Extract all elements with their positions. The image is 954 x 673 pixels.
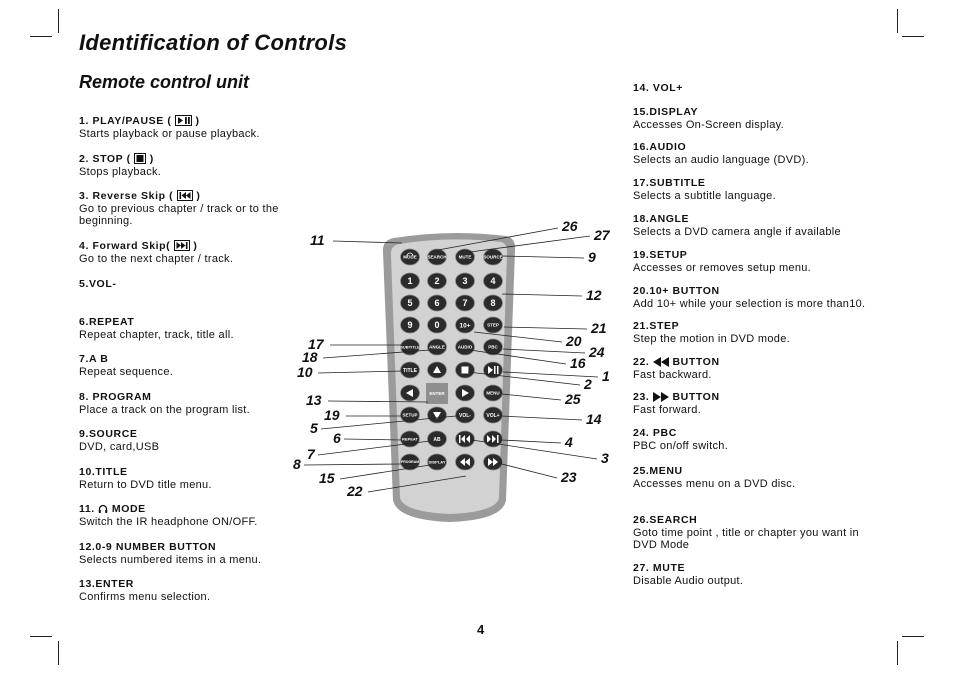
control-entry-description: Starts playback or pause playback. bbox=[79, 127, 260, 140]
control-entry-description: Place a track on the program list. bbox=[79, 403, 250, 416]
callout-number: 7 bbox=[307, 446, 315, 462]
callout-number: 13 bbox=[306, 392, 322, 408]
callout-line bbox=[304, 464, 401, 465]
callout-number: 16 bbox=[570, 355, 586, 371]
entry-title-text: 26.SEARCH bbox=[633, 514, 698, 526]
page-title: Identification of Controls bbox=[79, 30, 348, 55]
callout-number: 19 bbox=[324, 407, 340, 423]
control-entry-description: Repeat chapter, track, title all. bbox=[79, 328, 234, 341]
entry-title-text: 4. Forward Skip( bbox=[79, 240, 171, 252]
button-label: 7 bbox=[462, 298, 468, 309]
entry-title-text: 11. bbox=[79, 503, 95, 515]
entry-title-suffix: ) bbox=[196, 190, 201, 202]
callout-number: 10 bbox=[297, 364, 313, 380]
control-entry-description: Go to the next chapter / track. bbox=[79, 252, 234, 265]
control-entry-description: DVD, card,USB bbox=[79, 440, 160, 453]
callout-number: 15 bbox=[319, 470, 335, 486]
button-label: DISPLAY bbox=[428, 459, 446, 465]
control-entry-description: Disable Audio output. bbox=[633, 574, 744, 587]
callout-number: 11 bbox=[310, 232, 325, 248]
entry-title-text: 1. PLAY/PAUSE ( bbox=[79, 115, 172, 127]
button-label: MENU bbox=[486, 390, 500, 396]
button-label: VOL+ bbox=[486, 412, 500, 419]
callout-line bbox=[502, 440, 561, 443]
entry-title-text: 15.DISPLAY bbox=[633, 106, 699, 118]
button-label: PBC bbox=[488, 344, 498, 350]
control-entry-description: Confirms menu selection. bbox=[79, 590, 211, 603]
control-entry-description: Selects a subtitle language. bbox=[633, 189, 776, 202]
control-entry-description: Accesses On-Screen display. bbox=[633, 118, 784, 131]
entry-title-text: 22. bbox=[633, 356, 650, 368]
button-label: ANGLE bbox=[429, 344, 445, 350]
control-entry-description: Switch the IR headphone ON/OFF. bbox=[79, 515, 258, 528]
control-entry-description: Step the motion in DVD mode. bbox=[633, 332, 790, 345]
callout-number: 27 bbox=[594, 227, 610, 243]
control-entry-description: Selects an audio language (DVD). bbox=[633, 153, 809, 166]
entry-title-text: 21.STEP bbox=[633, 320, 680, 332]
entry-title-suffix: ) bbox=[149, 153, 154, 165]
button-label: 5 bbox=[407, 298, 413, 309]
entry-title-text: 24. PBC bbox=[633, 427, 677, 439]
callout-number: 26 bbox=[562, 218, 578, 234]
entry-title-text: 18.ANGLE bbox=[633, 213, 690, 225]
callout-number: 18 bbox=[302, 349, 318, 365]
button-label: MUTE bbox=[458, 254, 472, 260]
entry-title-suffix: BUTTON bbox=[672, 356, 720, 368]
control-entry-description: Accesses or removes setup menu. bbox=[633, 261, 812, 274]
callout-line bbox=[503, 349, 585, 353]
control-entry-description: Add 10+ while your selection is more than10. bbox=[633, 297, 866, 310]
callout-number: 8 bbox=[293, 456, 301, 472]
button-label: TITLE bbox=[403, 367, 417, 374]
entry-title-text: 25.MENU bbox=[633, 465, 683, 477]
callout-number: 20 bbox=[566, 333, 582, 349]
entry-title-text: 17.SUBTITLE bbox=[633, 177, 706, 189]
entry-title-text: 19.SETUP bbox=[633, 249, 688, 261]
callout-line bbox=[502, 394, 561, 400]
callout-number: 6 bbox=[333, 430, 341, 446]
stop-icon bbox=[462, 367, 469, 374]
page-subtitle: Remote control unit bbox=[79, 72, 249, 92]
entry-title-text: 7.A B bbox=[79, 353, 109, 365]
button-label: 2 bbox=[434, 276, 440, 287]
entry-title-text: 8. PROGRAM bbox=[79, 391, 152, 403]
control-entry-description: Goto time point , title or chapter you want in DVD Mode bbox=[633, 526, 859, 551]
button-label: AB bbox=[433, 436, 441, 443]
button-label: 1 bbox=[407, 276, 413, 287]
control-entry-description: Return to DVD title menu. bbox=[79, 478, 212, 491]
entry-title-text: 27. MUTE bbox=[633, 562, 686, 574]
entry-title-text: 5.VOL- bbox=[79, 278, 117, 290]
button-label: PROGRAM bbox=[400, 460, 420, 465]
button-label: MODE bbox=[403, 254, 417, 260]
callout-number: 21 bbox=[591, 320, 607, 336]
button-label: 10+ bbox=[459, 322, 471, 330]
button-label: 0 bbox=[434, 320, 440, 331]
button-label: SOURCE bbox=[483, 254, 503, 260]
button-label: SEARCH bbox=[427, 254, 447, 260]
callout-number: 1 bbox=[602, 368, 610, 384]
control-entry-description: Accesses menu on a DVD disc. bbox=[633, 477, 796, 490]
control-entry-description: Repeat sequence. bbox=[79, 365, 174, 378]
entry-title-text: 16.AUDIO bbox=[633, 141, 687, 153]
entry-title-text: 9.SOURCE bbox=[79, 428, 138, 440]
callout-number: 22 bbox=[347, 483, 363, 499]
control-entry-description: Selects numbered items in a menu. bbox=[79, 553, 262, 566]
callout-number: 5 bbox=[310, 420, 318, 436]
button-label: 8 bbox=[490, 298, 496, 309]
callout-number: 12 bbox=[586, 287, 602, 303]
entry-title-text: 13.ENTER bbox=[79, 578, 134, 590]
button-label: SUBTITLE bbox=[400, 344, 420, 350]
button-label: VOL- bbox=[459, 412, 471, 419]
callout-number: 3 bbox=[601, 450, 609, 466]
enter-label: ENTER bbox=[429, 391, 445, 396]
entry-title-text: 3. Reverse Skip ( bbox=[79, 190, 174, 202]
callout-number: 14 bbox=[586, 411, 602, 427]
control-entry-description: Go to previous chapter / track or to the beginning. bbox=[79, 202, 279, 227]
entry-title-text: 10.TITLE bbox=[79, 466, 128, 478]
callout-number: 24 bbox=[589, 344, 605, 360]
callout-number: 17 bbox=[308, 336, 324, 352]
button-label: AUDIO bbox=[457, 344, 473, 350]
button-label: SETUP bbox=[402, 412, 418, 418]
button-label: 3 bbox=[462, 276, 468, 287]
entry-title-text: 12.0-9 NUMBER BUTTON bbox=[79, 541, 217, 553]
callout-number: 9 bbox=[588, 249, 596, 265]
entry-title-text: 23. bbox=[633, 391, 650, 403]
control-entry-description: PBC on/off switch. bbox=[633, 439, 729, 452]
entry-title-text: 6.REPEAT bbox=[79, 316, 135, 328]
entry-title-suffix: ) bbox=[195, 115, 200, 127]
callout-line bbox=[504, 327, 587, 329]
callout-number: 2 bbox=[584, 376, 592, 392]
callout-line bbox=[502, 294, 582, 296]
button-label: 6 bbox=[434, 298, 440, 309]
button-label: 9 bbox=[407, 320, 413, 331]
entry-title-suffix: MODE bbox=[111, 503, 146, 515]
control-entry-description: Fast backward. bbox=[633, 368, 712, 381]
entry-title-text: 2. STOP ( bbox=[79, 153, 131, 165]
entry-title-text: 20.10+ BUTTON bbox=[633, 285, 720, 297]
callout-number: 25 bbox=[565, 391, 581, 407]
entry-title-suffix: ) bbox=[193, 240, 198, 252]
entry-title-text: 14. VOL+ bbox=[633, 82, 684, 94]
callout-line bbox=[501, 416, 582, 420]
callout-number: 23 bbox=[561, 469, 577, 485]
control-entry-description: Fast forward. bbox=[633, 403, 702, 416]
entry-title-suffix: BUTTON bbox=[672, 391, 720, 403]
button-label: REPEAT bbox=[402, 436, 418, 442]
control-entry-description: Stops playback. bbox=[79, 165, 162, 178]
button-label: 4 bbox=[490, 276, 496, 287]
callout-number: 4 bbox=[565, 434, 573, 450]
page-number: 4 bbox=[477, 622, 485, 637]
control-entry-description: Selects a DVD camera angle if available bbox=[633, 225, 841, 238]
button-label: STEP bbox=[487, 322, 499, 328]
